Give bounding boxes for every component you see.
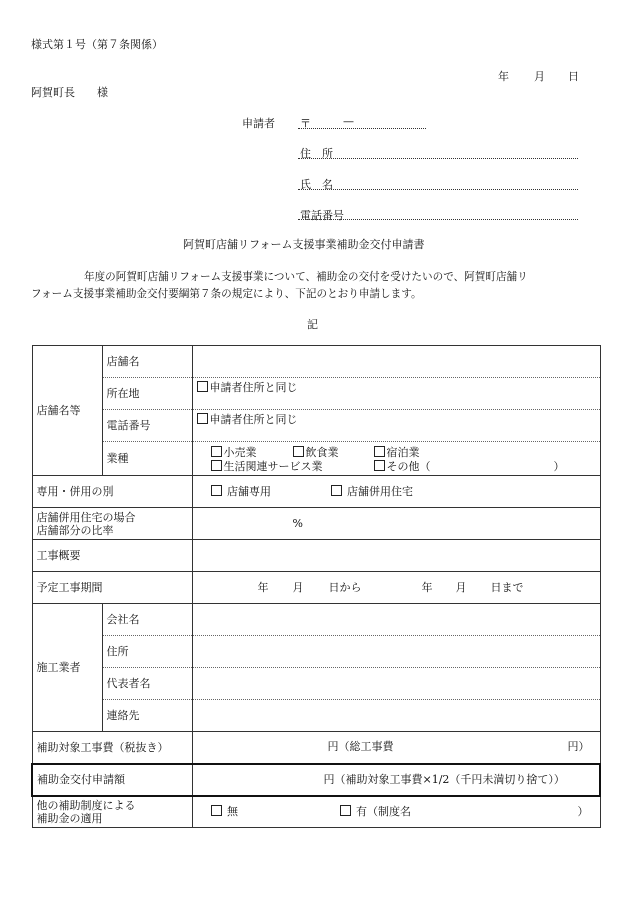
none-label: 無: [227, 804, 238, 818]
other-subsidy-field: [192, 796, 600, 828]
other-subsidy-label: [32, 796, 192, 828]
period-to-day: 日まで: [490, 580, 524, 594]
period-field[interactable]: [192, 572, 600, 604]
grant-label: 補助金交付申請額: [32, 764, 192, 796]
representative-field[interactable]: [192, 668, 600, 700]
company-field[interactable]: [192, 604, 600, 636]
ratio-label-line-2: 店舗部分の比率: [36, 523, 114, 537]
body-line-1: 年度の阿賀町店舗リフォーム支援事業について、補助金の交付を受けたいので、阿賀町店舗リ: [31, 271, 528, 283]
same-address-label: 申請者住所と同じ: [209, 381, 298, 394]
lodging-label: 宿泊業: [386, 445, 420, 459]
name-label: 氏 名: [300, 178, 333, 191]
other-subsidy-line-2: 補助金の適用: [36, 811, 103, 825]
contractor-address-field[interactable]: [192, 636, 600, 668]
percent-sign: %: [292, 517, 303, 530]
other-close: ）: [553, 459, 565, 473]
date-month: 月: [534, 70, 545, 83]
grant-field[interactable]: [192, 764, 600, 796]
body-line-2: フォーム支援事業補助金交付要綱第７条の規定により、下記のとおり申請します。: [31, 288, 422, 300]
period-to-year: 年: [421, 580, 433, 594]
postal-mark: 〒: [300, 117, 311, 130]
phone-row-field[interactable]: [192, 410, 600, 442]
other-subsidy-line-1: 他の補助制度による: [36, 798, 136, 812]
use-type-label: 専用・併用の別: [32, 476, 192, 508]
grant-row: [32, 764, 600, 796]
lodging-checkbox[interactable]: [374, 446, 385, 457]
life-service-checkbox[interactable]: [211, 460, 222, 471]
retail-checkbox[interactable]: [211, 446, 222, 457]
period-from-year: 年: [257, 580, 269, 594]
date-year: 年: [498, 70, 509, 83]
life-service-label: 生活関連サービス業: [223, 459, 323, 473]
yes-checkbox[interactable]: [340, 805, 351, 816]
postal-underline: [298, 128, 426, 129]
representative-label: 代表者名: [102, 668, 192, 700]
industry-options: [192, 442, 600, 476]
shop-group-label: 店舗名等: [32, 346, 102, 476]
phone-label: 電話番号: [300, 209, 344, 222]
shop-only-label: 店舗専用: [227, 485, 271, 498]
industry-label: 業種: [102, 442, 192, 476]
date-day: 日: [568, 70, 579, 83]
postal-dash: —: [343, 115, 354, 128]
work-summary-field[interactable]: [192, 540, 600, 572]
shop-combined-checkbox[interactable]: [331, 485, 342, 496]
same-address-checkbox[interactable]: [197, 381, 208, 392]
address-field[interactable]: [298, 158, 578, 159]
other-checkbox[interactable]: [374, 460, 385, 471]
use-type-options: [192, 476, 600, 508]
eligible-cost-label: 補助対象工事費（税抜き）: [32, 732, 192, 764]
food-checkbox[interactable]: [293, 446, 304, 457]
document-title: 阿賀町店舗リフォーム支援事業補助金交付申請書: [183, 238, 425, 251]
ki-mark: 記: [307, 318, 318, 331]
grant-unit: 円（補助対象工事費×1/2（千円未満切り捨て））: [323, 773, 565, 786]
work-summary-label: 工事概要: [32, 540, 192, 572]
food-label: 飲食業: [305, 445, 339, 459]
yes-close: ）: [577, 804, 589, 818]
none-checkbox[interactable]: [211, 805, 222, 816]
period-to-month: 月: [455, 580, 467, 594]
company-label: 会社名: [102, 604, 192, 636]
period-from-day: 日から: [328, 580, 362, 594]
shop-name-field[interactable]: [192, 346, 600, 378]
ratio-label-line-1: 店舗併用住宅の場合: [36, 510, 136, 524]
ratio-field[interactable]: [192, 508, 600, 540]
addressee: 阿賀町長 様: [31, 86, 108, 99]
location-label: 所在地: [102, 378, 192, 410]
shop-combined-label: 店舗併用住宅: [347, 485, 413, 498]
eligible-cost-unit: 円（総工事費: [327, 740, 394, 754]
contractor-group-label: 施工業者: [32, 604, 102, 732]
eligible-cost-end: 円）: [567, 740, 590, 754]
form-number: 様式第１号（第７条関係）: [31, 38, 163, 51]
other-label: その他（: [386, 459, 431, 473]
contact-field[interactable]: [192, 700, 600, 732]
contractor-address-label: 住所: [102, 636, 192, 668]
contact-label: 連絡先: [102, 700, 192, 732]
application-table: [31, 345, 601, 828]
same-address-label-2: 申請者住所と同じ: [209, 413, 298, 426]
yes-label: 有（制度名: [356, 804, 411, 818]
phone-field[interactable]: [298, 219, 578, 220]
same-address-checkbox-2[interactable]: [197, 413, 208, 424]
shop-only-checkbox[interactable]: [211, 485, 222, 496]
name-field[interactable]: [298, 189, 578, 190]
shop-name-label: 店舗名: [102, 346, 192, 378]
period-from-month: 月: [292, 580, 304, 594]
phone-row-label: 電話番号: [102, 410, 192, 442]
applicant-label: 申請者: [242, 117, 275, 130]
period-label: 予定工事期間: [32, 572, 192, 604]
ratio-label: [32, 508, 192, 540]
retail-label: 小売業: [223, 445, 257, 459]
address-label: 住 所: [300, 147, 333, 160]
eligible-cost-field[interactable]: [192, 732, 600, 764]
location-field[interactable]: [192, 378, 600, 410]
